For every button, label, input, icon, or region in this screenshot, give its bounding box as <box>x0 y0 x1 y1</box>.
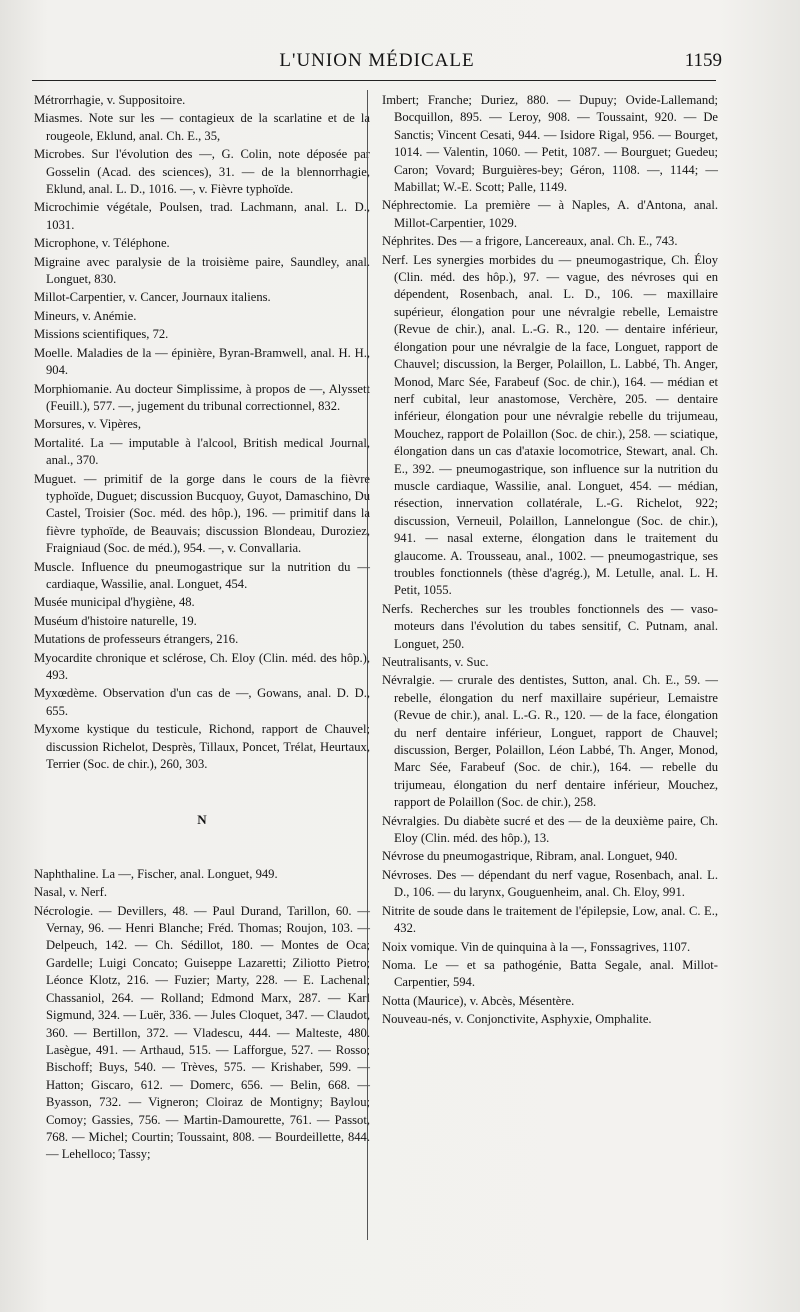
index-entry: Neutralisants, v. Suc. <box>382 655 489 669</box>
index-entry: Microphone, v. Téléphone. <box>34 236 170 251</box>
index-entry: Notta (Maurice), v. Abcès, Mésentère. <box>382 993 575 1008</box>
index-entry: Myxome kystique du testicule, Richond, rapport de Chauvel; discussion Richelot, Desprès, Tillaux, Poncet, Trélat, Heurtaux, Terrier (Soc. de chir.), 260, 303. <box>34 722 370 772</box>
index-entry: Mineurs, v. Anémie. <box>34 308 137 323</box>
index-entry: Névralgies. Du diabète sucré et des — de la deuxième paire, Ch. Eloy (Clin. méd. des hôp.), 13. <box>382 813 718 846</box>
index-entry: Myocardite chronique et sclérose, Ch. Eloy (Clin. méd. des hôp.), 493. <box>34 650 370 682</box>
left-entries-n <box>34 866 370 1164</box>
index-entry: Nouveau-nés, v. Conjonctivite, Asphyxie, Omphalite. <box>382 1012 652 1027</box>
index-entry: Millot-Carpentier, v. Cancer, Journaux italiens. <box>34 290 271 305</box>
index-entry: Noma. Le — et sa pathogénie, Batta Segale, anal. Millot-Carpentier, 594. <box>382 957 718 990</box>
page-number: 1159 <box>684 50 722 71</box>
index-entry: Nerf. Les synergies morbides du — pneumogastrique, Ch. Éloy (Clin. méd. des hôp.), 97. — vague, des névroses qui en dépendent, Rosenbach, anal. L. D., 106. — maxillaire supérieur, élongation pour une névralgie rebelle, Lemaistre (Revue de chir.), anal. L.-G. R., 120. — dentaire inférieur, élongation pour une névralgie de la face, Longuet, rapport de Chauvel; discussion, la Berger, Polaillon, L. Labbé, Th. Anger, Monod, Marc Sée, Farabeuf (Soc. de chir.), 164. — médian et nerf cubital, leur anastomose, Verchère, 205. — dentaire inférieur, élongation pour une névralgie rebelle du trijumeau, Mouchez, rapport de Polaillon (Soc. de chir.), 258. — sciatique, élongation dans un cas d'ataxie locomotrice, Stewart, anal. Ch. E., 392. — pneumogastrique, son influence sur la nutrition du muscle cardiaque, Wassilie, anal. Longuet, 454. — médian, résection, innervation collatérale, L.-G. Richelot, 922; discussion, Verneuil, Polaillon, Lannelongue (Soc. de chir.), 941. — nasal externe, élongation dans le traitement du glaucome. A. Trousseau, anal., 1002. — pneumogastrique, ses troubles fonctionnels (thèse d'agrég.), M. Letulle, anal. L. H. Petit, 1055. <box>382 252 718 598</box>
index-entry: Néphrites. Des — a frigore, Lancereaux, anal. Ch. E., 743. <box>382 234 678 249</box>
index-entry: Muguet. — primitif de la gorge dans le cours de la fièvre typhoïde, Duguet; discussion Bucquoy, Guyot, Damaschino, Du Castel, Troisier (Soc. méd. des hôp.), 196. — primitif dans la fièvre typhoïde, de Beauvais; discussion Blondeau, Duroziez, Fraigniaud (Soc. de méd.), 954. —, v. Convallaria. <box>34 471 370 556</box>
index-entry: Imbert; Franche; Duriez, 880. — Dupuy; Ovide-Lallemand; Bocquillon, 895. — Leroy, 908. — Toussaint, 920. — De Sanctis; Vincent Cesati, 944. — Isidore Rigal, 956. — Bourget, 1014. — Valentin, 1060. — Petit, 1087. — Bourguet; Guedeu; Caron; Vovard; Burguières-bey; Géron, 1108. —, 1144; — Mabillat; W.-E. Scott; Palle, 1149. <box>382 93 718 195</box>
index-entry: Migraine avec paralysie de la troisième paire, Saundley, anal. Longuet, 830. <box>34 254 370 287</box>
index-entry: Moelle. Maladies de la — épinière, Byran-Bramwell, anal. H. H., 904. <box>34 345 370 378</box>
index-entry: Nitrite de soude dans le traitement de l'épilepsie, Low, anal. C. E., 432. <box>382 903 718 936</box>
running-title: L'UNION MÉDICALE <box>279 50 475 71</box>
index-entry: Muscle. Influence du pneumogastrique sur la nutrition du — cardiaque, Wassilie, anal. Longuet, 454. <box>34 559 370 591</box>
right-entries <box>382 92 718 1029</box>
index-entry: Névrose du pneumogastrique, Ribram, anal. Longuet, 940. <box>382 849 678 864</box>
right-column <box>382 92 718 1030</box>
index-entry: Névroses. Des — dépendant du nerf vague, Rosenbach, anal. L. D., 106. — du larynx, Gouguenheim, anal. Ch. Eloy, 991. <box>382 867 718 900</box>
index-entry: Microchimie végétale, Poulsen, trad. Lachmann, anal. L. D., 1031. <box>34 200 370 232</box>
header-rule <box>32 80 716 81</box>
index-entry: Morsures, v. Vipères, <box>34 417 141 432</box>
index-entry: Miasmes. Note sur les — contagieux de la scarlatine et de la rougeole, Eklund, anal. Ch. E., 35, <box>34 111 370 143</box>
index-entry: Nécrologie. — Devillers, 48. — Paul Durand, Tarillon, 60. — Vernay, 96. — Henri Blanche; Fréd. Thomas; Roujon, 103. — Delpeuch, 142. — Ch. Sédillot, 180. — Montes de Oca; Gardelle; Luigi Concato; Guiseppe Lazaretti; Ziliotto Pietro; Léonce Klotz, 216. — Fuzier; Marty, 228. — E. Lachenal; Chassaniol, 264. — Rolland; Edmond Marx, 287. — Karl Sigmund, 324. — Luër, 336. — Jules Cloquet, 347. — Claudot, 360. — Bertillon, 372. — Vladescu, 444. — Malteste, 480. Lasègue, 491. — Arthaud, 515. — Lafforgue, 527. — Rosso; Bischoff; Buys, 540. — Trèves, 575. — Krishaber, 599. — Hatton; Giscaro, 612. — Domerc, 656. — Belin, 668. — Byasson, 732. — Vigneron; Cloiraz de Montigny; Baylou; Comoy; Gassies, 756. — Martin-Damourette, 761. — Passot, 768. — Michel; Courtin; Toussaint, 808. — Bourdeillette, 844. — Lehelloco; Tassy; <box>34 903 370 1162</box>
index-entry: Myxœdème. Observation d'un cas de —, Gowans, anal. D. D., 655. <box>34 686 370 718</box>
index-entry: Missions scientifiques, 72. <box>34 327 169 342</box>
index-entry: Microbes. Sur l'évolution des —, G. Colin, note déposée par Gosselin (Acad. des sciences), 31. — de la blennorrhagie, Eklund, anal. L. D., 1016. —, v. Fièvre typhoïde. <box>34 147 370 197</box>
section-letter: N <box>197 812 207 828</box>
index-entry: Mortalité. La — imputable à l'alcool, British medical Journal, anal., 370. <box>34 435 370 468</box>
left-entries-m <box>34 92 370 773</box>
page-header <box>32 44 722 78</box>
index-entry: Morphiomanie. Au docteur Simplissime, à propos de —, Alyssett (Feuill.), 577. —, jugement du tribunal correctionnel, 832. <box>34 381 370 413</box>
index-entry: Nerfs. Recherches sur les troubles fonctionnels des — vaso-moteurs dans l'évolution du tabes sensitif, C. Putnam, anal. Longuet, 250. <box>382 601 718 651</box>
column-divider <box>367 90 368 1240</box>
index-entry: Naphthaline. La —, Fischer, anal. Longuet, 949. <box>34 866 278 881</box>
index-entry: Nasal, v. Nerf. <box>34 885 107 900</box>
index-entry: Noix vomique. Vin de quinquina à la —, Fonssagrives, 1107. <box>382 939 691 954</box>
index-entry: Métrorrhagie, v. Suppositoire. <box>34 93 186 107</box>
index-entry: Musée municipal d'hygiène, 48. <box>34 595 195 610</box>
index-entry: Néphrectomie. La première — à Naples, A. d'Antona, anal. Millot-Carpentier, 1029. <box>382 198 718 230</box>
left-column <box>34 92 370 1165</box>
index-entry: Névralgie. — crurale des dentistes, Sutton, anal. Ch. E., 59. — rebelle, élongation du nerf maxillaire supérieur, Lemaistre (Revue de chir.), anal. L.-G. R., 120. — de la face, élongation du nerf dentaire inférieur, Longuet, rapport de Chauvel; discussion, Berger, Polaillon, Léon Labbé, Th. Anger, Monod, Marc Sée, Farabeuf (Soc. de chir.), 164. — rebelle du trijumeau, élongation du nerf dentaire inférieur, Mouchez, rapport de Polaillon (Soc. de chir.), 258. <box>382 673 718 810</box>
index-entry: Mutations de professeurs étrangers, 216. <box>34 632 239 647</box>
index-entry: Muséum d'histoire naturelle, 19. <box>34 613 197 628</box>
